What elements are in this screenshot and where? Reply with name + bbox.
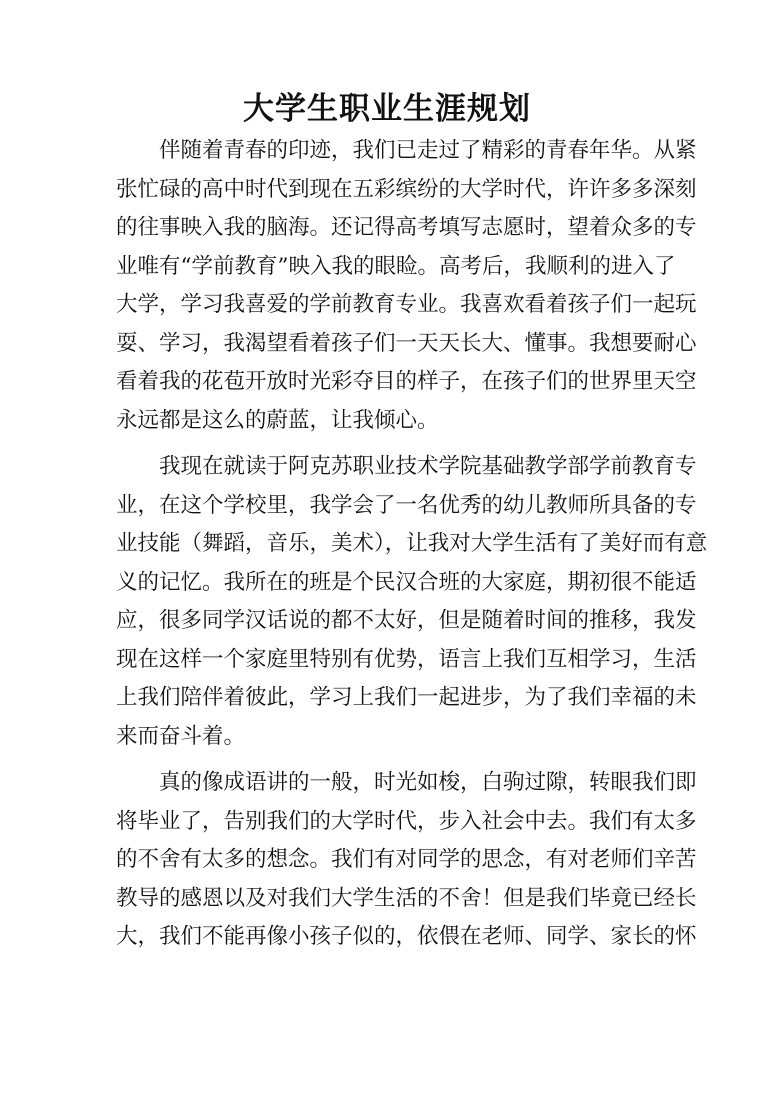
text-line: 将毕业了，告别我们的大学时代，步入社会中去。我们有太多: [116, 808, 697, 834]
text-line: 的往事映入我的脑海。还记得高考填写志愿时，望着众多的专: [116, 215, 697, 240]
text-line: 义的记忆。我所在的班是个民汉合班的大家庭，期初很不能适: [116, 569, 697, 595]
text-line: 大，我们不能再像小孩子似的，依偎在老师、同学、家长的怀: [116, 924, 697, 949]
text-line: 的不舍有太多的想念。我们有对同学的思念，有对老师们辛苦: [116, 847, 697, 872]
text-line: 张忙碌的高中时代到现在五彩缤纷的大学时代，许许多多深刻: [116, 176, 697, 202]
document-title: 大学生职业生涯规划: [243, 91, 531, 127]
text-line: 伴随着青春的印迹，我们已走过了精彩的青春年华。从紧: [159, 138, 697, 163]
text-line: 业技能（舞蹈，音乐，美术），让我对大学生活有了美好而有意: [116, 531, 708, 556]
text-line: 真的像成语讲的一般，时光如梭，白驹过隙，转眼我们即: [159, 770, 697, 795]
text-line: 教导的感恩以及对我们大学生活的不舍！但是我们毕竟已经长: [116, 885, 697, 911]
paragraph-2: [116, 448, 708, 756]
text-line: 业，在这个学校里，我学会了一名优秀的幼儿教师所具备的专: [116, 492, 697, 518]
text-line: 大学，学习我喜爱的学前教育专业。我喜欢看着孩子们一起玩: [116, 292, 697, 317]
paragraph-3: [116, 764, 697, 957]
paragraph-1: [116, 132, 697, 440]
document-body: [116, 132, 708, 965]
text-line: 看着我的花苞开放时光彩夺目的样子，在孩子们的世界里天空: [116, 369, 697, 394]
text-line: 上我们陪伴着彼此，学习上我们一起进步，为了我们幸福的未: [116, 685, 697, 710]
text-line: 耍、学习，我渴望看着孩子们一天天长大、懂事。我想要耐心: [116, 330, 697, 356]
text-line: 我现在就读于阿克苏职业技术学院基础教学部学前教育专: [159, 454, 697, 479]
text-line: 应，很多同学汉话说的都不太好，但是随着时间的推移，我发: [116, 608, 697, 633]
text-line: 永远都是这么的蔚蓝，让我倾心。: [116, 407, 439, 433]
text-line: 现在这样一个家庭里特别有优势，语言上我们互相学习，生活: [116, 646, 697, 672]
text-line: 来而奋斗着。: [116, 723, 246, 749]
text-line: 业唯有“学前教育”映入我的眼睑。高考后，我顺利的进入了: [116, 253, 676, 279]
